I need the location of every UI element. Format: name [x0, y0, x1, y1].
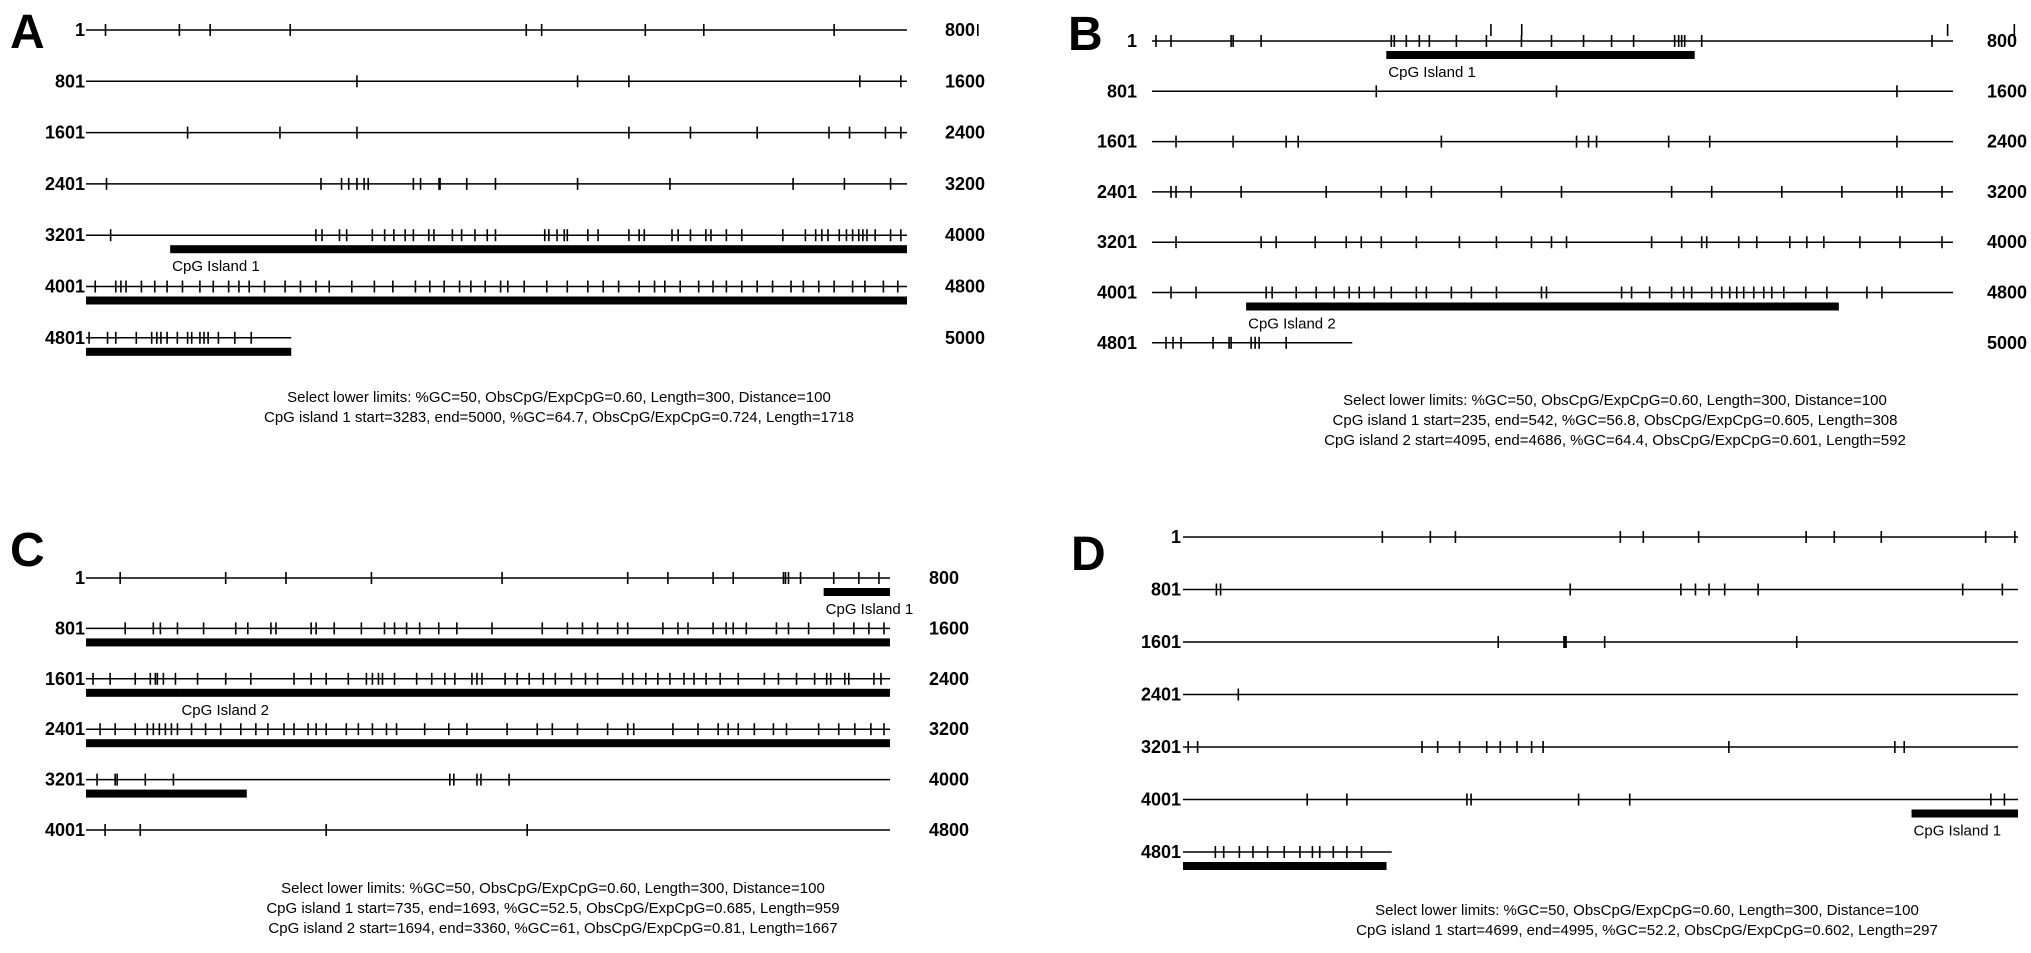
row-start-label: 3201	[44, 769, 85, 790]
row-end-label: 1600	[929, 618, 970, 639]
info-line: Select lower limits: %GC=50, ObsCpG/ExpCpG=0.60, Length=300, Distance=100	[1343, 392, 1887, 409]
info-line: CpG island 2 start=1694, end=3360, %GC=61, ObsCpG/ExpCpG=0.81, Length=1667	[268, 920, 838, 937]
row-start-label: 4001	[44, 820, 85, 840]
cpg-island-bar	[86, 297, 907, 305]
row-end-label: 1600	[945, 71, 986, 92]
row-end-label: 4800	[945, 276, 986, 297]
cpg-island-bar	[170, 245, 907, 253]
row-end-label: 4000	[1987, 232, 2028, 253]
row-end-label: 2400	[1987, 131, 2028, 152]
cpg-island-bar	[86, 739, 890, 747]
cpg-island-bar	[1912, 810, 2018, 818]
row-end-label: 3200	[1987, 181, 2028, 202]
row-end-label: 4000	[945, 225, 986, 246]
row-start-label: 4801	[1140, 842, 1181, 862]
panel-letter: C	[10, 524, 45, 577]
row-end-label: 5000	[1987, 332, 2028, 353]
cpg-island-bar	[1183, 862, 1387, 870]
cpg-island-bar	[86, 348, 291, 356]
info-line: CpG island 1 start=4699, end=4995, %GC=52.2, ObsCpG/ExpCpG=0.602, Length=297	[1356, 922, 1938, 939]
panel-letter: D	[1071, 528, 1106, 581]
cpg-island-bar	[86, 790, 247, 798]
info-line: CpG island 1 start=235, end=542, %GC=56.8, ObsCpG/ExpCpG=0.605, Length=308	[1332, 412, 1898, 429]
info-block-B	[1290, 391, 1940, 451]
row-end-label: 2400	[929, 668, 970, 689]
row-start-label: 2401	[1140, 684, 1181, 705]
row-end-label: 4800	[1987, 282, 2028, 303]
row-start-label: 1601	[44, 122, 85, 143]
cpg-island-label: CpG Island 2	[181, 701, 270, 719]
panel-letter: B	[1068, 8, 1103, 61]
row-start-label: 1601	[44, 668, 85, 689]
row-start-label: 2401	[1096, 181, 1137, 202]
row-start-label: 3201	[44, 225, 85, 246]
row-start-label: 1	[74, 568, 85, 588]
row-start-label: 4001	[1096, 282, 1137, 303]
row-start-label: 801	[54, 71, 85, 92]
row-end-label: 3200	[929, 719, 970, 740]
row-start-label: 4801	[44, 327, 85, 348]
info-line: Select lower limits: %GC=50, ObsCpG/ExpCpG=0.60, Length=300, Distance=100	[1375, 902, 1919, 919]
row-end-label: 5000	[945, 327, 986, 348]
row-start-label: 1	[74, 20, 85, 40]
row-end-label: 2400	[945, 122, 986, 143]
info-line: Select lower limits: %GC=50, ObsCpG/ExpCpG=0.60, Length=300, Distance=100	[281, 880, 825, 897]
info-line: Select lower limits: %GC=50, ObsCpG/ExpCpG=0.60, Length=300, Distance=100	[287, 389, 831, 406]
cpg-island-label: CpG Island 2	[1248, 315, 1336, 333]
info-block-D	[1322, 901, 1972, 941]
row-start-label: 801	[54, 618, 85, 639]
row-start-label: 1	[1126, 31, 1137, 51]
info-line: CpG island 1 start=3283, end=5000, %GC=64.7, ObsCpG/ExpCpG=0.724, Length=1718	[264, 409, 854, 426]
row-start-label: 4001	[44, 276, 85, 297]
info-block-C	[228, 879, 878, 939]
row-start-label: 1601	[1140, 632, 1181, 652]
cpg-island-bar	[1246, 303, 1839, 311]
cpg-island-label: CpG Island 1	[825, 601, 914, 618]
cpg-island-label: CpG Island 1	[1913, 822, 2002, 840]
row-start-label: 4001	[1140, 789, 1181, 810]
row-end-label: 4000	[929, 769, 970, 790]
cpg-island-bar	[824, 588, 890, 596]
row-start-label: 2401	[44, 173, 85, 194]
row-start-label: 801	[1106, 81, 1137, 102]
info-line: CpG island 2 start=4095, end=4686, %GC=64.4, ObsCpG/ExpCpG=0.601, Length=592	[1324, 432, 1906, 449]
row-start-label: 3201	[1096, 232, 1137, 253]
cpg-island-bar	[86, 638, 890, 646]
row-start-label: 2401	[44, 719, 85, 740]
row-end-label: 4800	[929, 820, 970, 840]
row-start-label: 3201	[1140, 737, 1181, 757]
row-end-label: 800	[945, 20, 976, 40]
cpg-island-label: CpG Island 1	[172, 258, 260, 276]
panel-D	[1071, 527, 2031, 870]
row-start-label: 1601	[1096, 131, 1137, 152]
row-end-label: 800	[1987, 31, 2018, 51]
cpg-island-bar	[1386, 51, 1694, 59]
row-start-label: 1	[1170, 527, 1181, 547]
row-end-label: 800	[929, 568, 960, 588]
panel-B	[1068, 8, 2027, 353]
row-end-label: 1600	[1987, 81, 2028, 102]
info-block-A	[234, 388, 884, 428]
row-start-label: 801	[1150, 579, 1181, 600]
cpg-island-label: CpG Island 1	[1388, 64, 1476, 81]
row-end-label: 3200	[945, 173, 986, 194]
cpg-island-bar	[179, 689, 890, 697]
panel-C	[10, 524, 969, 840]
panel-letter: A	[10, 6, 45, 59]
cpg-island-bar	[86, 689, 179, 697]
info-line: CpG island 1 start=735, end=1693, %GC=52.5, ObsCpG/ExpCpG=0.685, Length=959	[266, 900, 840, 917]
row-start-label: 4801	[1096, 332, 1137, 353]
